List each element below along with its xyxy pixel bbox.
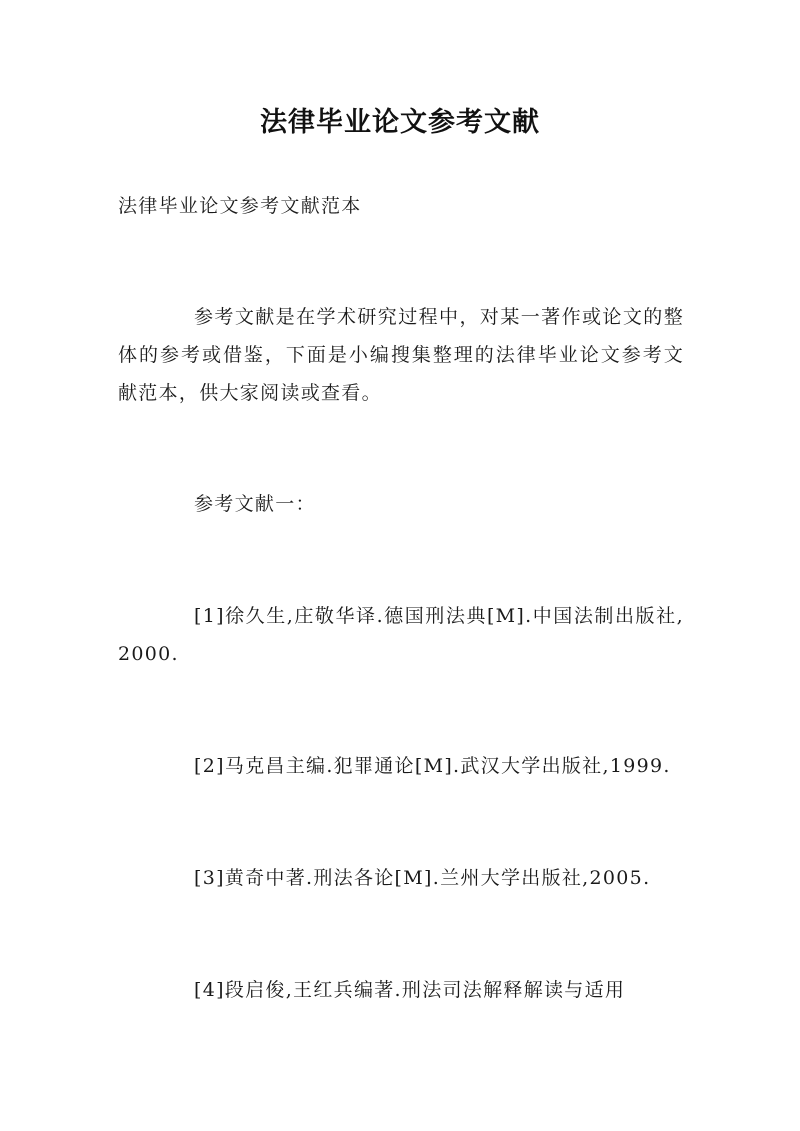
document-subtitle: 法律毕业论文参考文献范本	[118, 195, 362, 217]
section-heading: 参考文献一：	[194, 493, 316, 515]
reference-item-1: [1]徐久生,庄敬华译.德国刑法典[M].中国法制出版社,2000.	[118, 605, 684, 665]
reference-item-3: [3]黄奇中著.刑法各论[M].兰州大学出版社,2005.	[194, 867, 651, 889]
page-title: 法律毕业论文参考文献	[260, 107, 540, 138]
reference-item-4: [4]段启俊,王红兵编著.刑法司法解释解读与适用	[194, 979, 626, 1001]
reference-item-2: [2]马克昌主编.犯罪通论[M].武汉大学出版社,1999.	[194, 755, 671, 777]
intro-paragraph: 参考文献是在学术研究过程中，对某一著作或论文的整体的参考或借鉴，下面是小编搜集整理的法律毕业论文参考文献范本，供大家阅读或查看。	[118, 306, 684, 404]
